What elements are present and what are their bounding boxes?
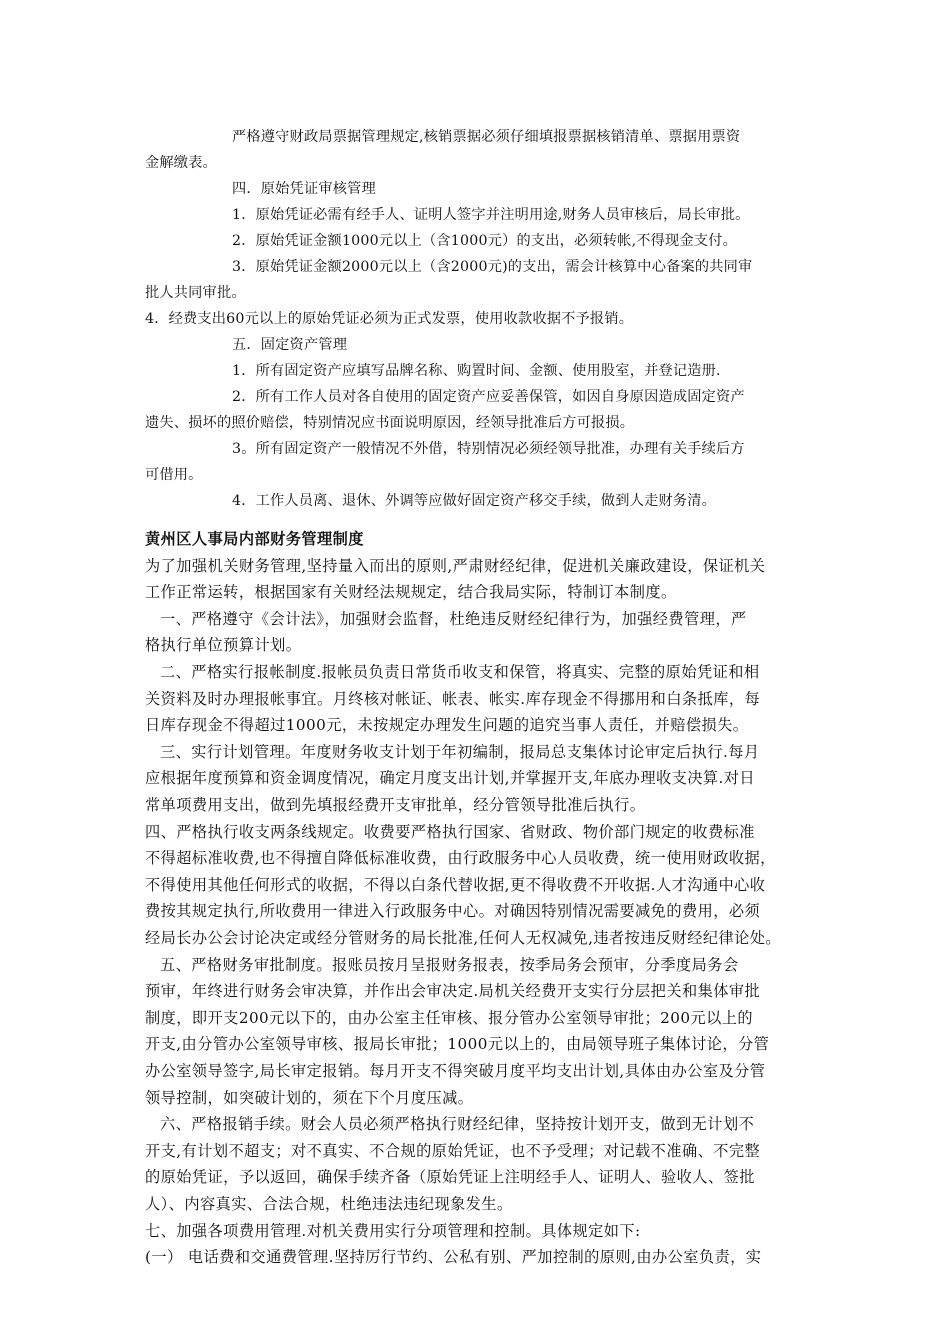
paragraph-line: 2．原始凭证金额1000元以上（含1000元）的支出，必须转帐,不得现金支付。 <box>232 233 737 249</box>
paragraph-line: 六、严格报销手续。财会人员必须严格执行财经纪律，坚持按计划开支，做到无计划不 <box>160 1115 755 1133</box>
paragraph-line: 预审，年终进行财务会审决算，并作出会审决定.局机关经费开支实行分层把关和集体审批 <box>145 982 761 1000</box>
paragraph-line: 七、加强各项费用管理.对机关费用实行分项管理和控制。具体规定如下: <box>145 1222 641 1240</box>
paragraph-line: 批人共同审批。 <box>145 285 246 301</box>
paragraph-line: 日库存现金不得超过1000元，未按规定办理发生问题的追究当事人责任，并赔偿损失。 <box>145 716 749 734</box>
paragraph-line: 五、严格财务审批制度。报账员按月呈报财务报表，按季局务会预审，分季度局务会 <box>160 956 739 974</box>
paragraph-line: 工作正常运转，根据国家有关财经法规规定，结合我局实际，特制订本制度。 <box>145 583 677 601</box>
paragraph-line: 2．所有工作人员对各自使用的固定资产应妥善保管，如因自身原因造成固定资产 <box>232 389 745 405</box>
paragraph-line: 可借用。 <box>145 467 203 483</box>
paragraph-line: 1．所有固定资产应填写品牌名称、购置时间、金额、使用股室，并登记造册. <box>232 363 721 379</box>
paragraph-line: 开支,有计划不超支；对不真实、不合规的原始凭证，也不予受理；对记载不准确、不完整 <box>145 1142 761 1160</box>
paragraph-line: 金解缴表。 <box>145 155 217 171</box>
section-heading: 五．固定资产管理 <box>232 337 348 353</box>
paragraph-line: 一、严格遵守《会计法》，加强财会监督，杜绝违反财经纪律行为，加强经费管理，严 <box>160 610 747 628</box>
paragraph-line: 经局长办公会讨论决定或经分管财务的局长批准,任何人无权减免,违者按违反财经纪律论处。 <box>145 929 782 947</box>
paragraph-line: 关资料及时办理报帐事宜。月终核对帐证、帐表、帐实.库存现金不得挪用和白条抵库，每 <box>145 690 761 708</box>
paragraph-line: 常单项费用支出，做到先填报经费开支审批单，经分管领导批准后执行。 <box>145 796 646 814</box>
document-title: 黄州区人事局内部财务管理制度 <box>145 530 364 548</box>
paragraph-line: 开支,由分管办公室领导审核、报局长审批；1000元以上的，由局领导班子集体讨论，分管 <box>145 1035 770 1053</box>
paragraph-line: 为了加强机关财务管理,坚持量入而出的原则,严肃财经纪律，促进机关廉政建设，保证机关 <box>145 557 766 575</box>
paragraph-line: 制度，即开支200元以下的，由办公室主任审核、报分管办公室领导审批；200元以上的 <box>145 1009 753 1027</box>
paragraph-line: 3。所有固定资产一般情况不外借，特别情况必须经领导批准，办理有关手续后方 <box>232 441 745 457</box>
paragraph-line: 二、严格实行报帐制度.报帐员负责日常货币收支和保管，将真实、完整的原始凭证和相 <box>160 663 760 681</box>
paragraph-line: 办公室领导签字,局长审定报销。每月开支不得突破月度平均支出计划,具体由办公室及分管 <box>145 1062 766 1080</box>
paragraph-line: 严格遵守财政局票据管理规定,核销票据必须仔细填报票据核销清单、票据用票资 <box>232 129 741 145</box>
paragraph-line: 应根据年度预算和资金调度情况，确定月度支出计划,并掌握开支,年底办理收支决算.对日 <box>145 769 756 787</box>
paragraph-line: 4．工作人员离、退休、外调等应做好固定资产移交手续，做到人走财务清。 <box>232 493 717 509</box>
paragraph-line: 四、严格执行收支两条线规定。收费要严格执行国家、省财政、物价部门规定的收费标准 <box>145 823 755 841</box>
paragraph-line: 三、实行计划管理。年度财务收支计划于年初编制，报局总支集体讨论审定后执行.每月 <box>160 743 760 761</box>
paragraph-line: 的原始凭证，予以返回，确保手续齐备（原始凭证上注明经手人、证明人、验收人、签批 <box>145 1168 755 1186</box>
paragraph-line: 不得使用其他任何形式的收据，不得以白条代替收据,更不得收费不开收据.人才沟通中心收 <box>145 876 766 894</box>
paragraph-line: 格执行单位预算计划。 <box>145 636 302 654</box>
paragraph-line: (一） 电话费和交通费管理.坚持厉行节约、公私有别、严加控制的原则,由办公室负责，实 <box>145 1248 762 1266</box>
paragraph-line: 费按其规定执行,所收费用一律进入行政服务中心。对确因特别情况需要减免的费用，必须 <box>145 902 761 920</box>
paragraph-line: 1．原始凭证必需有经手人、证明人签字并注明用途,财务人员审核后，局长审批。 <box>232 207 750 223</box>
paragraph-line: 3．原始凭证金额2000元以上（含2000元)的支出，需会计核算中心备案的共同审 <box>232 259 753 275</box>
paragraph-line: 4．经费支出60元以上的原始凭证必须为正式发票，使用收款收据不予报销。 <box>145 311 634 327</box>
paragraph-line: 遗失、损坏的照价赔偿，特别情况应书面说明原因，经领导批准后方可报损。 <box>145 415 635 431</box>
paragraph-line: 不得超标准收费,也不得擅自降低标准收费，由行政服务中心人员收费，统一使用财政收据， <box>145 849 776 867</box>
paragraph-line: 领导控制，如突破计划的，须在下个月度压减。 <box>145 1089 474 1107</box>
paragraph-line: 人）、内容真实、合法合规，杜绝违法违纪现象发生。 <box>145 1195 513 1213</box>
section-heading: 四．原始凭证审核管理 <box>232 181 376 197</box>
